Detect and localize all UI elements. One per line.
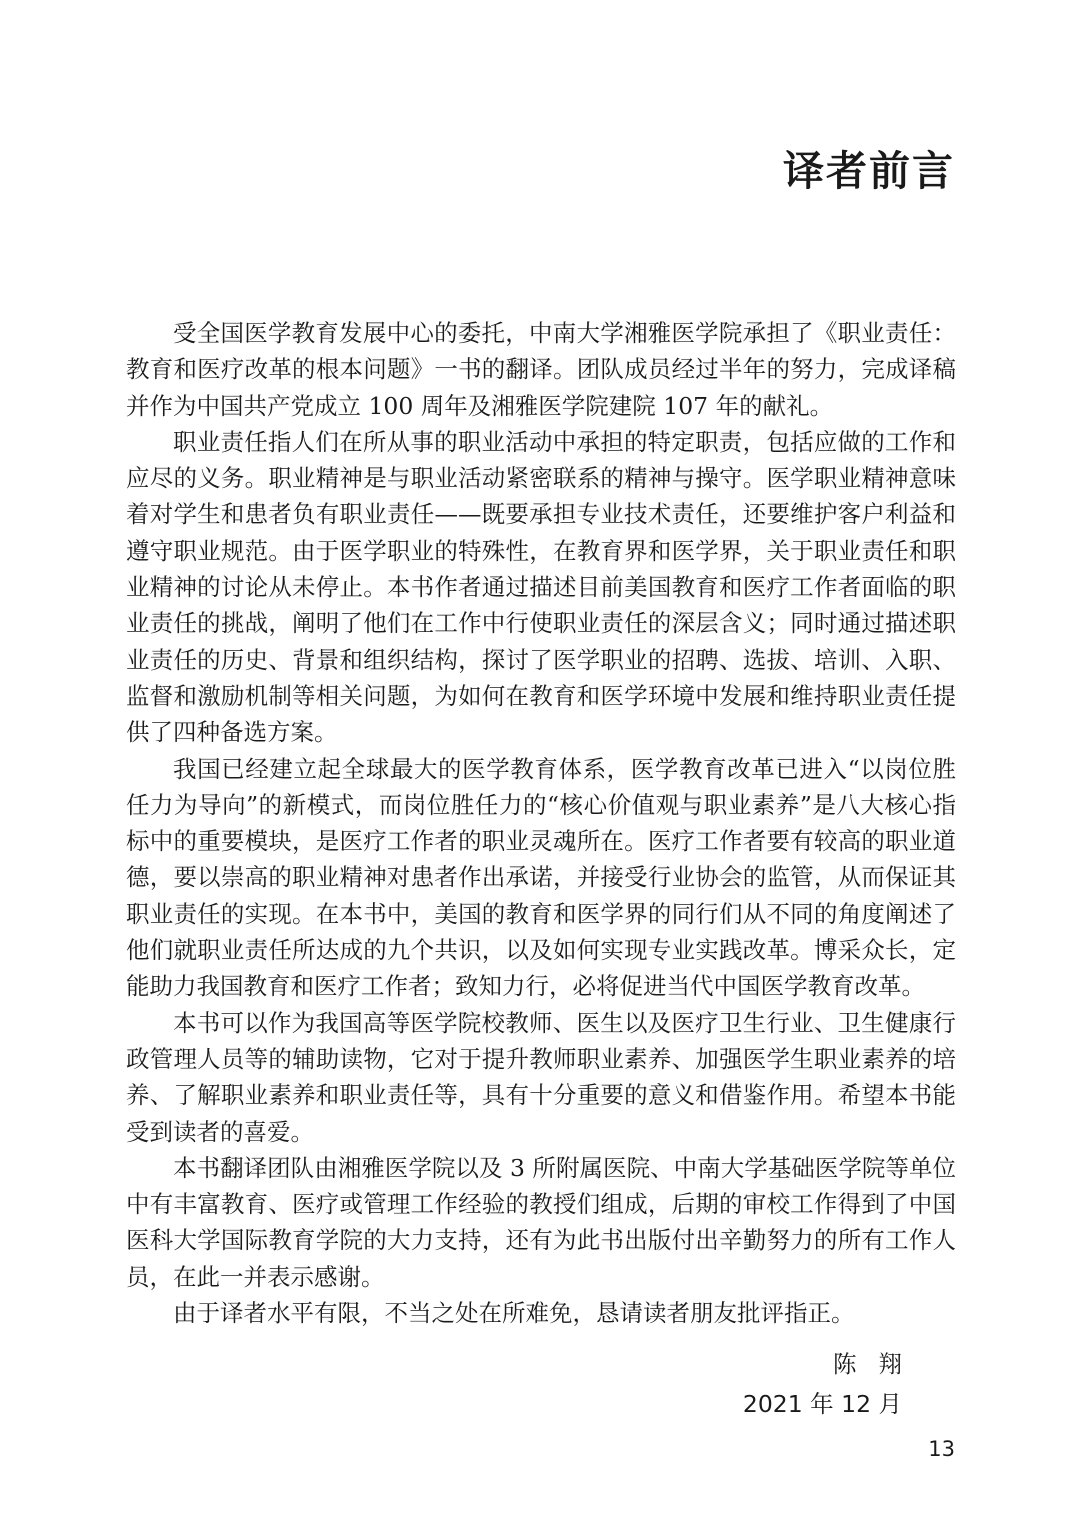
paragraph-5: 本书翻译团队由湘雅医学院以及 3 所附属医院、中南大学基础医学院等单位中有丰富教育、医疗或管理工作经验的教授们组成，后期的审校工作得到了中国医科大学国际教育学院的大力支持，还有为此书出版付出辛勤努力的所有工作人员，在此一并表示感谢。: [126, 1153, 956, 1291]
paragraph-2: 职业责任指人们在所从事的职业活动中承担的特定职责，包括应做的工作和应尽的义务。职业精神是与职业活动紧密联系的精神与操守。医学职业精神意味着对学生和患者负有职业责任——既要承担专业技术责任，还要维护客户利益和遵守职业规范。由于医学职业的特殊性，在教育界和医学界，关于职业责任和职业精神的讨论从未停止。本书作者通过描述目前美国教育和医疗工作者面临的职业责任的挑战，阐明了他们在工作中行使职业责任的深层含义；同时通过描述职业责任的历史、背景和组织结构，探讨了医学职业的招聘、选拔、培训、入职、监督和激励机制等相关问题，为如何在教育和医学环境中发展和维持职业责任提供了四种备选方案。: [126, 427, 956, 747]
paragraph-6: 由于译者水平有限，不当之处在所难免，恳请读者朋友批评指正。: [173, 1299, 855, 1328]
page-number: 13: [928, 1437, 955, 1461]
preface-body: [126, 315, 956, 1331]
paragraph-3: 我国已经建立起全球最大的医学教育体系，医学教育改革已进入“以岗位胜任力为导向”的新模式，而岗位胜任力的“核心价值观与职业素养”是八大核心指标中的重要模块，是医疗工作者的职业灵魂所在。医疗工作者要有较高的职业道德，要以崇高的职业精神对患者作出承诺，并接受行业协会的监管，从而保证其职业责任的实现。在本书中，美国的教育和医学界的同行们从不同的角度阐述了他们就职业责任所达成的九个共识，以及如何实现专业实践改革。博采众长，定能助力我国教育和医疗工作者；致知力行，必将促进当代中国医学教育改革。: [126, 754, 956, 1001]
translator-name: 陈翔: [833, 1350, 924, 1378]
signature-date: 2021 年 12 月: [742, 1390, 902, 1418]
paragraph-4: 本书可以作为我国高等医学院校教师、医生以及医疗卫生行业、卫生健康行政管理人员等的辅助读物，它对于提升教师职业素养、加强医学生职业素养的培养、了解职业素养和职业责任等，具有十分重要的意义和借鉴作用。希望本书能受到读者的喜爱。: [126, 1008, 956, 1146]
paragraph-1: 受全国医学教育发展中心的委托，中南大学湘雅医学院承担了《职业责任：教育和医疗改革的根本问题》一书的翻译。团队成员经过半年的努力，完成译稿并作为中国共产党成立 100 周年及湘雅医学院建院 107 年的献礼。: [126, 319, 956, 420]
page-title: 译者前言: [783, 147, 955, 195]
signature-block: [742, 1344, 924, 1424]
